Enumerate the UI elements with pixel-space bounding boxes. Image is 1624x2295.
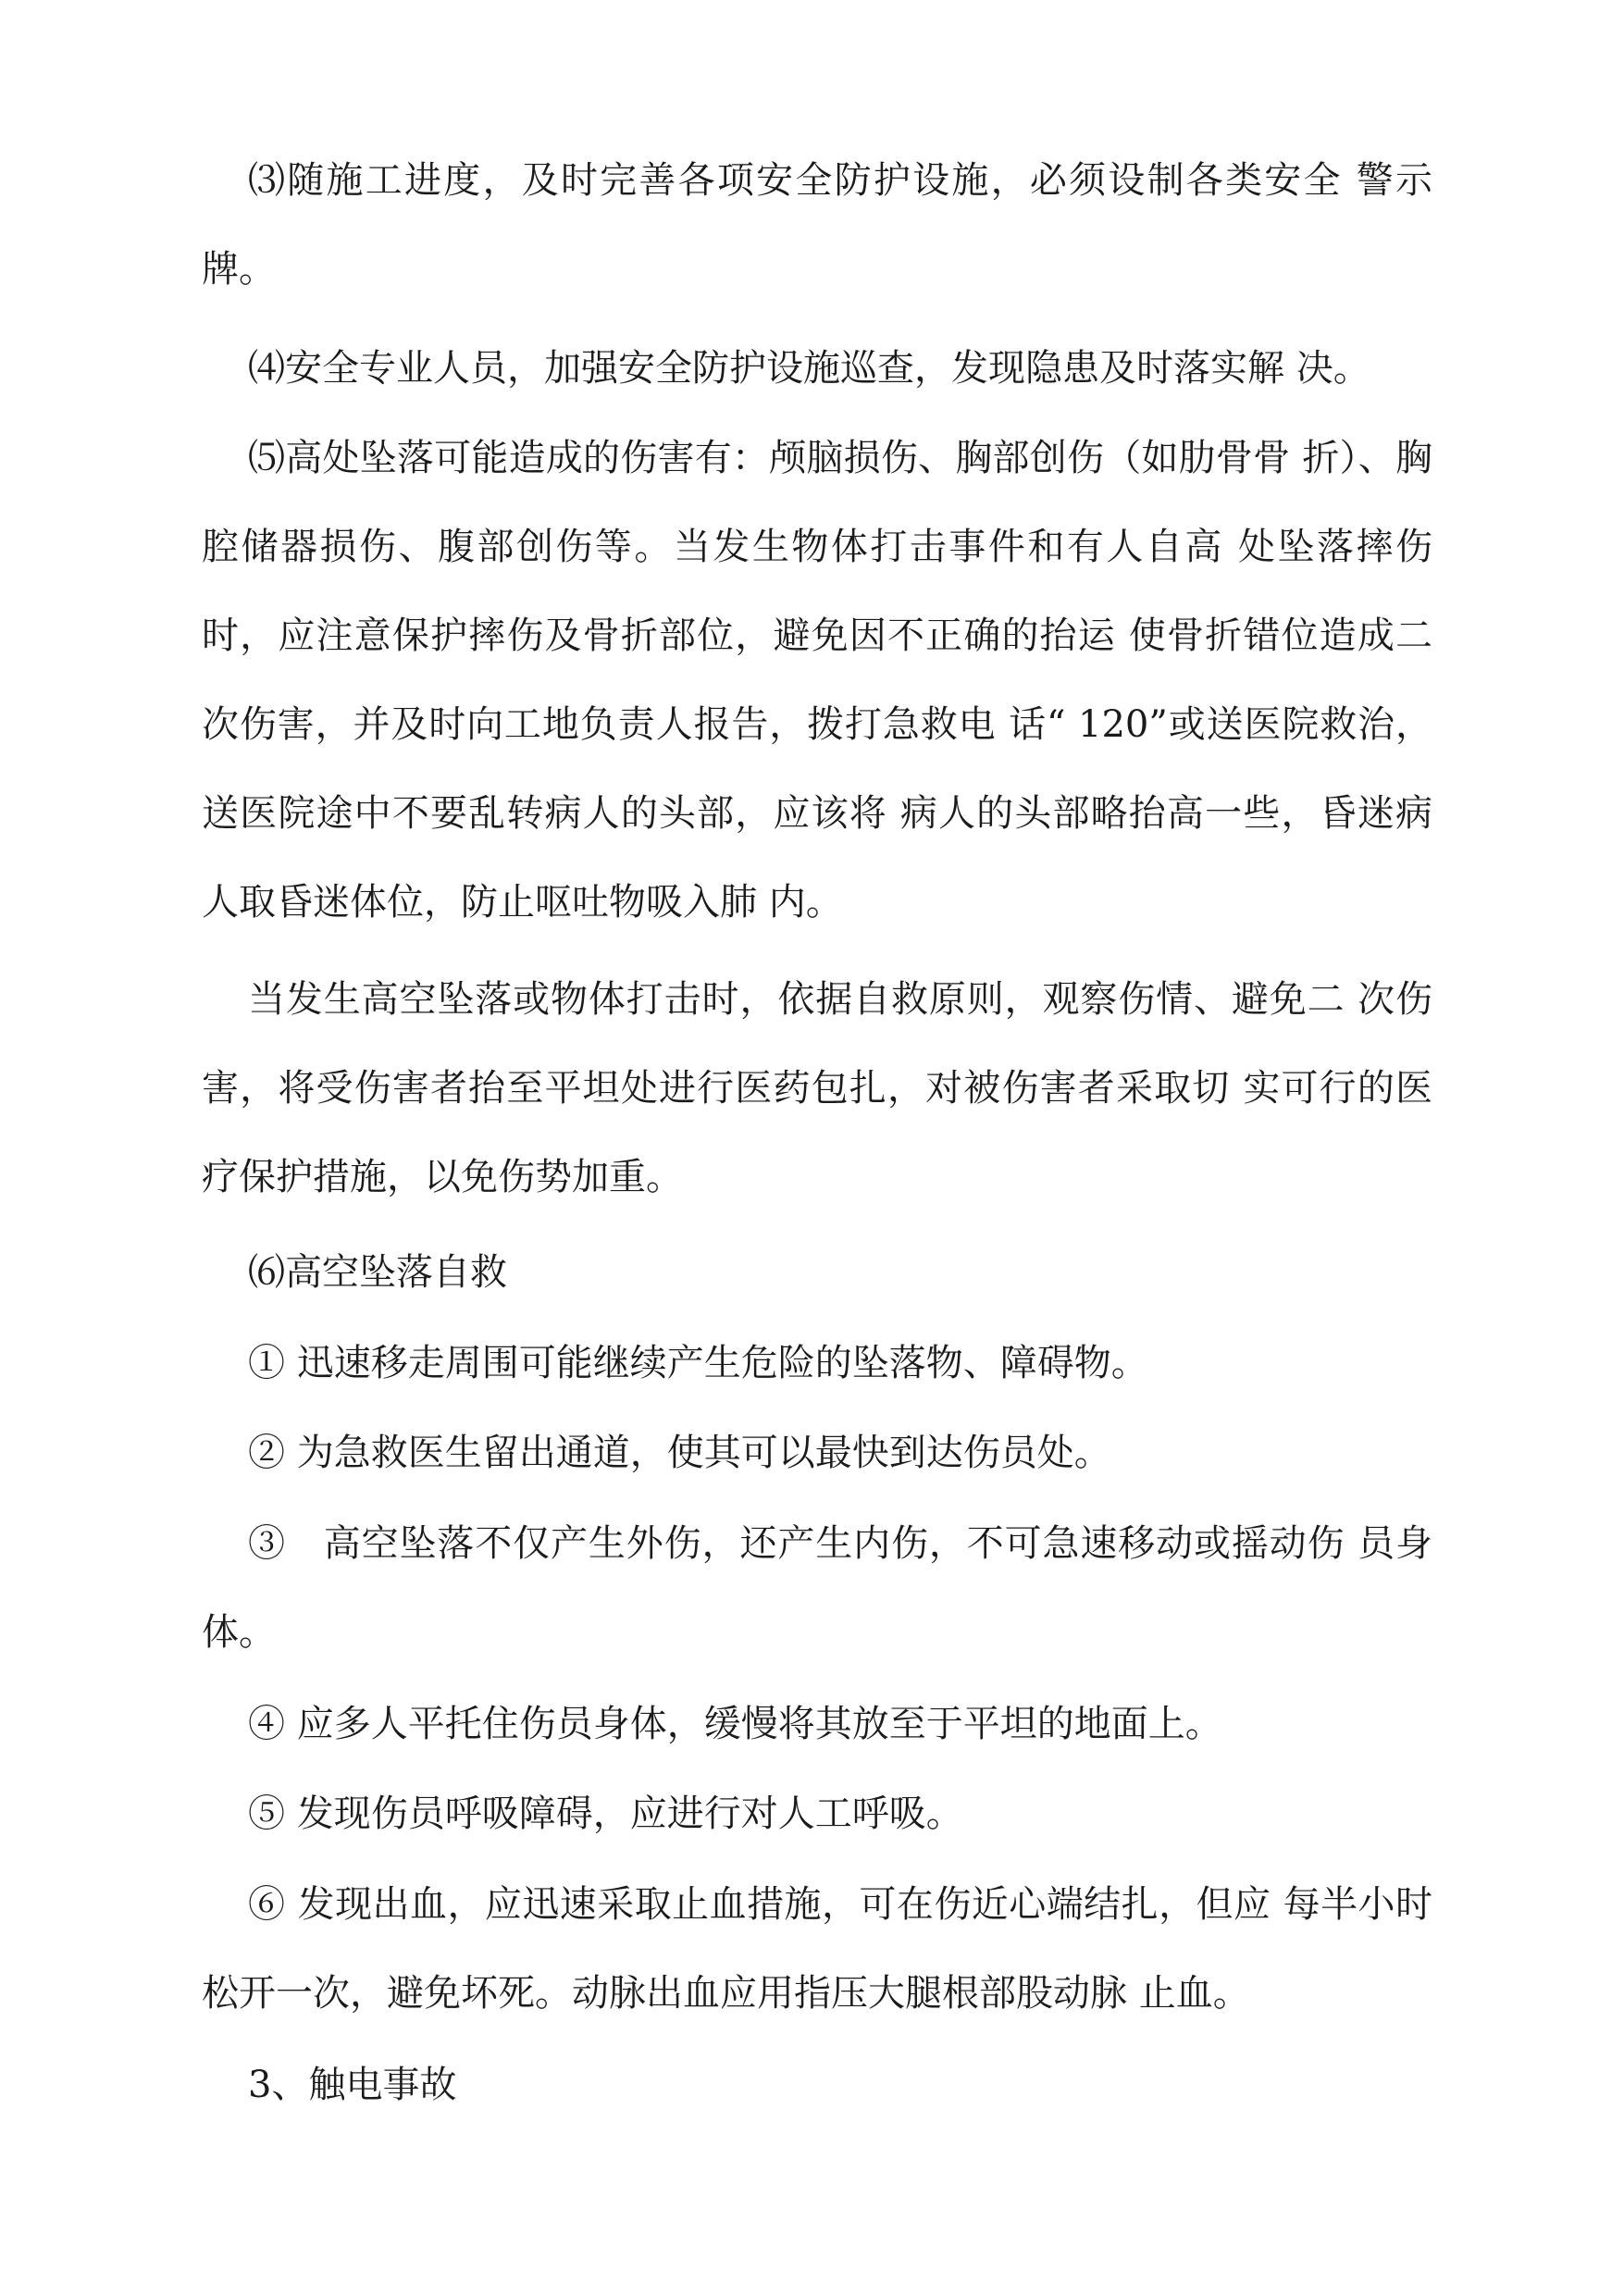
list-item-2: ② 为急救医生留出通道，使其可以最快到达伤员处。 [248,1432,1111,1474]
list-item-5: ⑤ 发现伤员呼吸障碍，应进行对人工呼吸。 [248,1793,963,1835]
paragraph-item-6-heading: ⑹高空坠落自救 [248,1251,507,1294]
list-item-3: ③ 高空坠落不仅产生外伤，还产生内伤，不可急速移动或摇动伤 员身体。 [202,1522,1432,1654]
paragraph-item-3: ⑶随施工进度，及时完善各项安全防护设施，必须设制各类安全 警示牌。 [202,159,1432,291]
paragraph-item-4: ⑷安全专业人员，加强安全防护设施巡查，发现隐患及时落实解 决。 [248,347,1370,390]
list-item-4: ④ 应多人平托住伤员身体，缓慢将其放至于平坦的地面上。 [248,1703,1222,1745]
list-item-1: ① 迅速移走周围可能继续产生危险的坠落物、障碍物。 [248,1342,1148,1384]
section-heading-electric-shock: 3、触电事故 [248,2064,457,2106]
paragraph-rescue-principle: 当发生高空坠落或物体打击时，依据自救原则，观察伤情、避免二 次伤害，将受伤害者抬至平坦处进行医药包扎，对被伤害者采取切 实可行的医疗保护措施，以免伤势加重。 [202,978,1432,1198]
paragraph-item-5: ⑸高处坠落可能造成的伤害有：颅脑损伤、胸部创伤（如肋骨骨 折）、胸腔储器损伤、腹部创伤等。当发生物体打击事件和有人自高 处坠落摔伤时，应注意保护摔伤及骨折部位，避免因不正确的抬运 使骨折错位造成二次伤害，并及时向工地负责人报告，拨打急救电 话“ 120”或送医院救治，送医院途中不要乱转病人的头部，应该将 病人的头部略抬高一些，昏迷病人取昏迷体位，防止呕吐物吸入肺 内。 [202,437,1432,924]
list-item-6: ⑥ 发现出血，应迅速采取止血措施，可在伤近心端结扎，但应 每半小时松开一次，避免坏死。动脉出血应用指压大腿根部股动脉 止血。 [202,1883,1432,2015]
